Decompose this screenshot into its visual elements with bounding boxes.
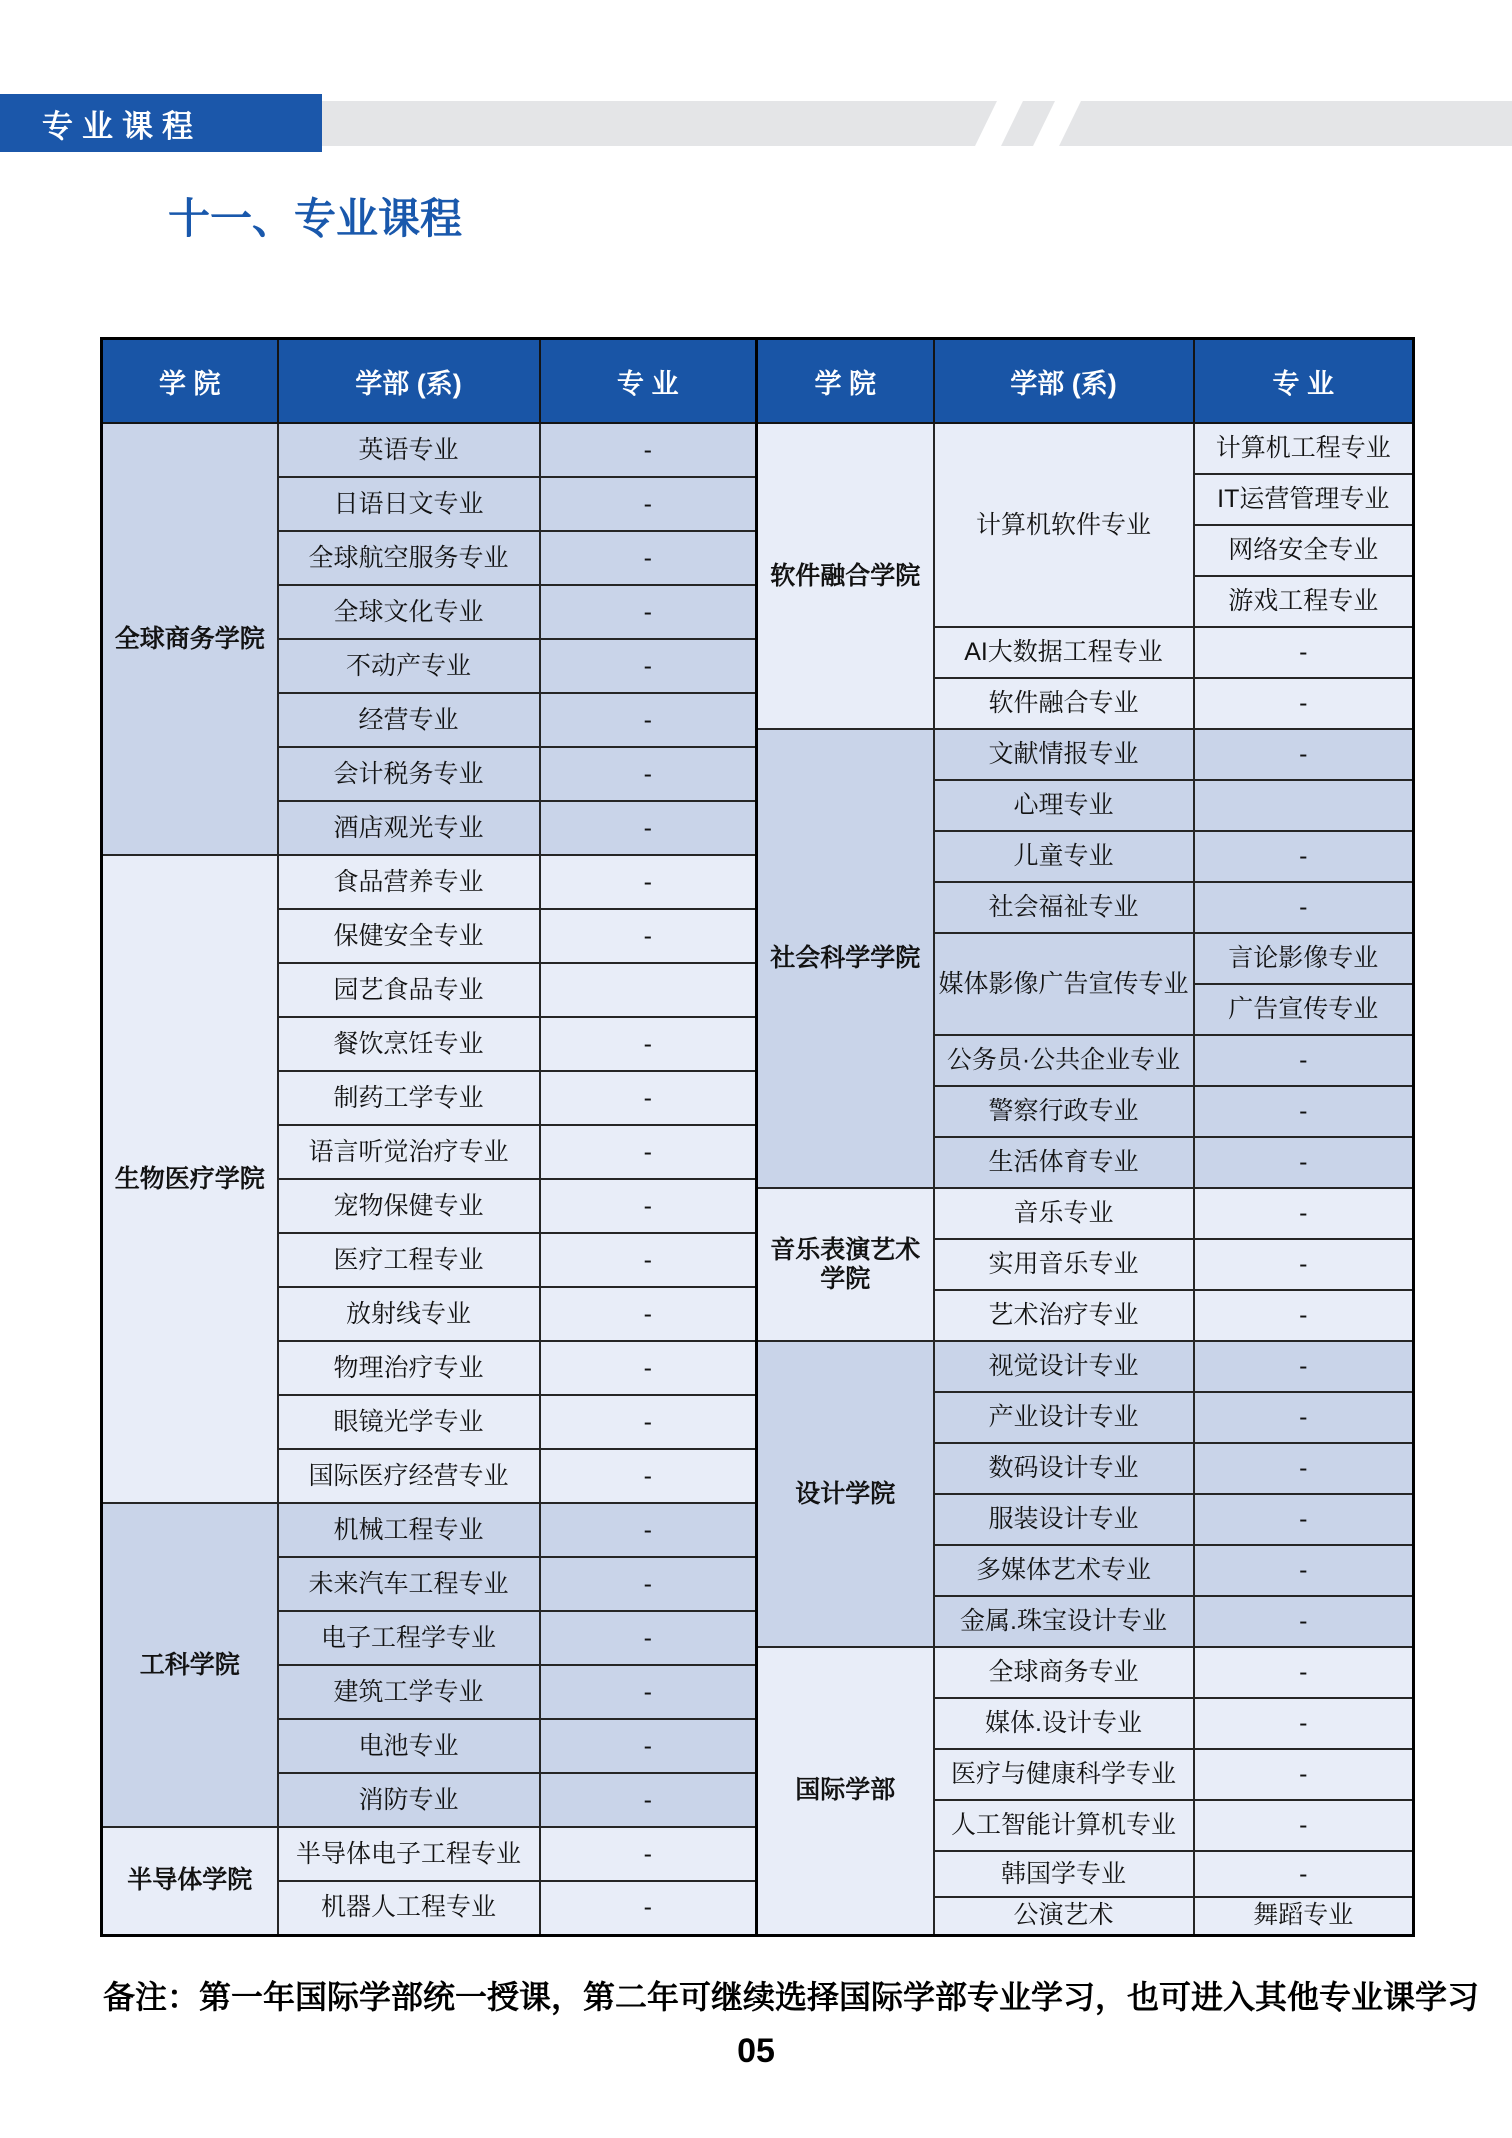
major-cell	[540, 963, 757, 1017]
college-cell: 生物医疗学院	[102, 855, 278, 1503]
col-header-college: 学 院	[102, 339, 278, 424]
table-row	[102, 423, 757, 477]
major-cell: -	[540, 585, 757, 639]
major-cell: -	[1194, 831, 1414, 882]
footnote: 备注：第一年国际学部统一授课，第二年可继续选择国际学部专业学习，也可进入其他专业课学习	[103, 1979, 1480, 2015]
col-header-major: 专 业	[1194, 339, 1414, 424]
major-cell: -	[540, 1341, 757, 1395]
table-row	[102, 1827, 757, 1881]
courses-table-left	[100, 337, 758, 1937]
dept-cell: 音乐专业	[934, 1188, 1194, 1239]
major-cell: -	[1194, 1392, 1414, 1443]
major-cell: -	[1194, 1035, 1414, 1086]
slash-decoration-icon	[1030, 101, 1084, 146]
major-cell: 言论影像专业	[1194, 933, 1414, 984]
dept-cell: 餐饮烹饪专业	[278, 1017, 540, 1071]
dept-cell: 全球航空服务专业	[278, 531, 540, 585]
dept-cell: 日语日文专业	[278, 477, 540, 531]
major-cell: -	[1194, 627, 1414, 678]
dept-cell: 眼镜光学专业	[278, 1395, 540, 1449]
college-cell: 社会科学学院	[757, 729, 934, 1188]
banner-label: 专业课程	[42, 108, 202, 144]
dept-cell: 艺术治疗专业	[934, 1290, 1194, 1341]
dept-cell: 消防专业	[278, 1773, 540, 1827]
major-cell: 计算机工程专业	[1194, 423, 1414, 474]
major-cell: -	[1194, 1749, 1414, 1800]
major-cell: -	[540, 1827, 757, 1881]
major-cell: -	[540, 1233, 757, 1287]
college-cell: 软件融合学院	[757, 423, 934, 729]
major-cell: -	[1194, 1188, 1414, 1239]
dept-cell: 社会福祉专业	[934, 882, 1194, 933]
dept-cell: 公演艺术	[934, 1897, 1194, 1935]
dept-cell: 公务员·公共企业专业	[934, 1035, 1194, 1086]
major-cell: -	[1194, 1239, 1414, 1290]
dept-cell: 机器人工程专业	[278, 1881, 540, 1935]
major-cell: -	[1194, 678, 1414, 729]
table-header-row	[757, 339, 1414, 424]
dept-cell: 经营专业	[278, 693, 540, 747]
dept-cell: 全球文化专业	[278, 585, 540, 639]
dept-cell: AI大数据工程专业	[934, 627, 1194, 678]
major-cell: -	[540, 1881, 757, 1935]
major-cell: 网络安全专业	[1194, 525, 1414, 576]
dept-cell: 警察行政专业	[934, 1086, 1194, 1137]
table-row	[757, 1647, 1414, 1698]
dept-cell: 不动产专业	[278, 639, 540, 693]
dept-cell: 全球商务专业	[934, 1647, 1194, 1698]
dept-cell: 会计税务专业	[278, 747, 540, 801]
major-cell: -	[1194, 1800, 1414, 1851]
dept-cell: 儿童专业	[934, 831, 1194, 882]
dept-cell: 未来汽车工程专业	[278, 1557, 540, 1611]
major-cell: -	[540, 531, 757, 585]
major-cell: -	[540, 639, 757, 693]
major-cell: -	[540, 1503, 757, 1557]
dept-cell: 电池专业	[278, 1719, 540, 1773]
dept-cell: 宠物保健专业	[278, 1179, 540, 1233]
major-cell: -	[540, 855, 757, 909]
dept-cell: 医疗与健康科学专业	[934, 1749, 1194, 1800]
dept-cell: 物理治疗专业	[278, 1341, 540, 1395]
dept-cell: 生活体育专业	[934, 1137, 1194, 1188]
dept-cell: 保健安全专业	[278, 909, 540, 963]
table-row	[757, 1341, 1414, 1392]
major-cell: -	[540, 1665, 757, 1719]
major-cell: -	[540, 1449, 757, 1503]
table-row	[102, 855, 757, 909]
dept-cell: 医疗工程专业	[278, 1233, 540, 1287]
major-cell: -	[540, 1017, 757, 1071]
dept-cell: 人工智能计算机专业	[934, 1800, 1194, 1851]
major-cell: -	[540, 423, 757, 477]
dept-cell: 机械工程专业	[278, 1503, 540, 1557]
major-cell: -	[540, 1125, 757, 1179]
college-cell: 工科学院	[102, 1503, 278, 1827]
major-cell: -	[540, 693, 757, 747]
major-cell: -	[540, 1179, 757, 1233]
major-cell: -	[1194, 1341, 1414, 1392]
major-cell	[1194, 780, 1414, 831]
dept-cell: 金属.珠宝设计专业	[934, 1596, 1194, 1647]
dept-cell: 韩国学专业	[934, 1851, 1194, 1897]
major-cell: -	[1194, 1545, 1414, 1596]
dept-cell: 食品营养专业	[278, 855, 540, 909]
dept-cell: 放射线专业	[278, 1287, 540, 1341]
major-cell: -	[1194, 1647, 1414, 1698]
major-cell: 广告宣传专业	[1194, 984, 1414, 1035]
major-cell: -	[540, 1557, 757, 1611]
dept-cell: 实用音乐专业	[934, 1239, 1194, 1290]
page-title: 十一、专业课程	[168, 195, 463, 242]
major-cell: -	[540, 1611, 757, 1665]
major-cell: -	[1194, 1443, 1414, 1494]
college-cell: 国际学部	[757, 1647, 934, 1935]
major-cell: -	[540, 1719, 757, 1773]
major-cell: -	[1194, 1596, 1414, 1647]
dept-cell: 软件融合专业	[934, 678, 1194, 729]
college-cell: 全球商务学院	[102, 423, 278, 855]
college-cell: 半导体学院	[102, 1827, 278, 1935]
dept-cell: 服装设计专业	[934, 1494, 1194, 1545]
table-row	[757, 729, 1414, 780]
dept-cell: 园艺食品专业	[278, 963, 540, 1017]
dept-cell: 建筑工学专业	[278, 1665, 540, 1719]
header-gray-bar	[296, 101, 1512, 146]
table-row	[102, 1503, 757, 1557]
dept-cell: 制药工学专业	[278, 1071, 540, 1125]
major-cell: -	[1194, 1086, 1414, 1137]
dept-cell: 媒体.设计专业	[934, 1698, 1194, 1749]
dept-cell: 半导体电子工程专业	[278, 1827, 540, 1881]
major-cell: IT运营管理专业	[1194, 474, 1414, 525]
table-row	[757, 1188, 1414, 1239]
dept-cell: 产业设计专业	[934, 1392, 1194, 1443]
major-cell: -	[1194, 1698, 1414, 1749]
major-cell: -	[1194, 882, 1414, 933]
major-cell: -	[540, 1287, 757, 1341]
dept-cell: 国际医疗经营专业	[278, 1449, 540, 1503]
dept-cell: 文献情报专业	[934, 729, 1194, 780]
col-header-dept: 学部 (系)	[278, 339, 540, 424]
major-cell: 舞蹈专业	[1194, 1897, 1414, 1935]
major-cell: -	[1194, 1494, 1414, 1545]
col-header-dept: 学部 (系)	[934, 339, 1194, 424]
major-cell: -	[540, 1773, 757, 1827]
major-cell: -	[1194, 729, 1414, 780]
dept-cell: 视觉设计专业	[934, 1341, 1194, 1392]
major-cell: -	[540, 477, 757, 531]
col-header-college: 学 院	[757, 339, 934, 424]
dept-cell: 数码设计专业	[934, 1443, 1194, 1494]
dept-cell: 酒店观光专业	[278, 801, 540, 855]
dept-cell: 心理专业	[934, 780, 1194, 831]
major-cell: -	[540, 1395, 757, 1449]
major-cell: -	[540, 909, 757, 963]
college-cell: 音乐表演艺术学院	[757, 1188, 934, 1341]
col-header-major: 专 业	[540, 339, 757, 424]
major-cell: 游戏工程专业	[1194, 576, 1414, 627]
slash-decoration-icon	[972, 101, 1026, 146]
major-cell: -	[540, 747, 757, 801]
dept-cell: 电子工程学专业	[278, 1611, 540, 1665]
major-cell: -	[540, 801, 757, 855]
courses-table-right	[755, 337, 1415, 1937]
dept-cell: 计算机软件专业	[934, 423, 1194, 627]
dept-cell: 英语专业	[278, 423, 540, 477]
major-cell: -	[1194, 1290, 1414, 1341]
major-cell: -	[1194, 1137, 1414, 1188]
page-number: 05	[737, 2032, 775, 2070]
major-cell: -	[540, 1071, 757, 1125]
table-header-row	[102, 339, 757, 424]
dept-cell: 多媒体艺术专业	[934, 1545, 1194, 1596]
major-cell: -	[1194, 1851, 1414, 1897]
dept-cell: 语言听觉治疗专业	[278, 1125, 540, 1179]
college-cell: 设计学院	[757, 1341, 934, 1647]
section-banner	[0, 94, 322, 152]
table-row	[757, 423, 1414, 474]
dept-cell: 媒体影像广告宣传专业	[934, 933, 1194, 1035]
